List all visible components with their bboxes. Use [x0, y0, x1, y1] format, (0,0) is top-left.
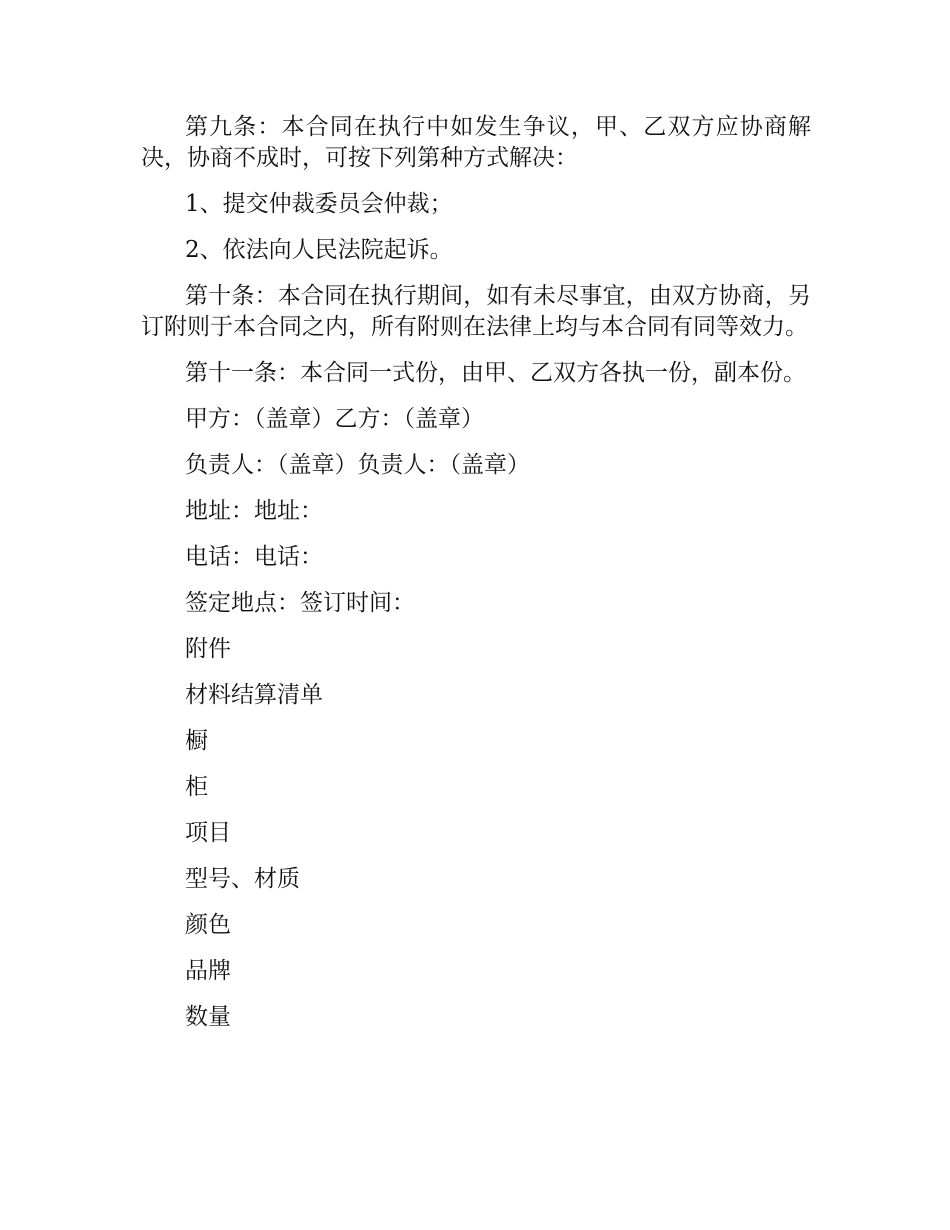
attachment-heading: 附件	[185, 636, 231, 662]
signature-phone: 电话：电话：	[185, 544, 323, 570]
signature-address: 地址：地址：	[185, 498, 323, 524]
signature-party: 甲方：（盖章）乙方：（盖章）	[185, 406, 484, 432]
signature-principal: 负责人：（盖章）负责人：（盖章）	[185, 452, 530, 478]
attachment-item: 品牌	[185, 958, 231, 984]
attachment-title: 材料结算清单	[185, 682, 323, 708]
clause-eleven: 第十一条：本合同一式份，由甲、乙双方各执一份，副本份。	[185, 360, 806, 386]
document-body	[141, 112, 811, 1048]
attachment-item: 颜色	[185, 912, 231, 938]
clause-ten: 第十条：本合同在执行期间，如有未尽事宜，由双方协商，另订附则于本合同之内，所有附则在法律上均与本合同有同等效力。	[141, 283, 811, 340]
attachment-item: 数量	[185, 1004, 231, 1030]
attachment-item: 型号、材质	[185, 866, 300, 892]
attachment-item: 橱	[185, 728, 208, 754]
dispute-option-arbitration: 1、提交仲裁委员会仲裁；	[185, 191, 453, 217]
attachment-item: 柜	[185, 774, 208, 800]
attachment-item: 项目	[185, 820, 231, 846]
clause-nine: 第九条：本合同在执行中如发生争议，甲、乙双方应协商解决，协商不成时，可按下列第种方式解决：	[141, 114, 811, 171]
signature-place-time: 签定地点：签订时间：	[185, 590, 415, 616]
dispute-option-litigation: 2、依法向人民法院起诉。	[185, 237, 453, 263]
